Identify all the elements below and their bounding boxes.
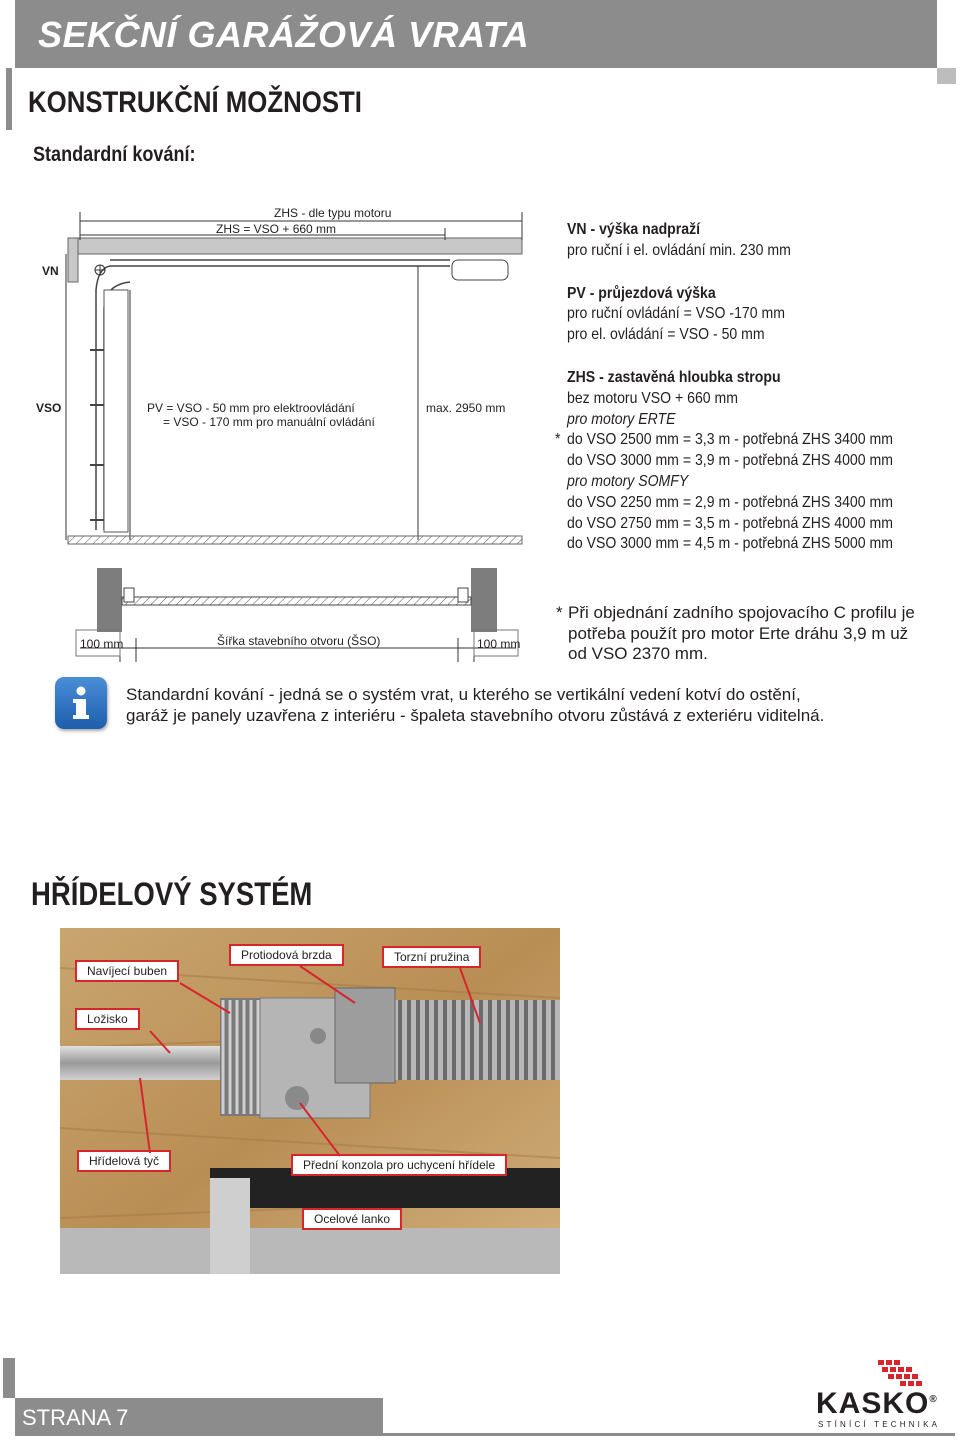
logo-registered: ® [929,1394,938,1405]
spec-erte-1: do VSO 2500 mm = 3,3 m - potřebná ZHS 3400 mm [567,431,893,449]
spec-somfy-1: do VSO 2250 mm = 2,9 m - potřebná ZHS 3400 mm [567,493,893,511]
shaft-system-photo [60,928,560,1274]
door-leaf [104,290,128,532]
spec-zhs-title: ZHS - zastavěná hloubka stropu [567,368,781,386]
note-line3: od VSO 2370 mm. [568,644,708,663]
spec-pv-text1: pro ruční ovládání = VSO -170 mm [567,305,785,323]
spec-zhs-text: bez motoru VSO + 660 mm [567,389,738,407]
diagram-zhs-motor-label: ZHS - dle typu motoru [274,206,392,220]
spec-somfy-2: do VSO 2750 mm = 3,5 m - potřebná ZHS 4000 mm [567,514,893,532]
spec-pv-text2: pro el. ovládání = VSO - 50 mm [567,326,765,344]
info-icon [55,677,107,729]
kasko-logo-mark [870,1360,932,1390]
callout-cable: Ocelové lanko [302,1208,402,1230]
shaft-section-title: HŘÍDELOVÝ SYSTÉM [31,876,313,912]
info-line1: Standardní kování - jedná se o systém vrat, u kterého se vertikální vedení kotví do ostění, [126,685,801,704]
spec-somfy-title: pro motory SOMFY [567,472,689,490]
kasko-logo-word [816,1387,938,1421]
callout-brake: Protiodová brzda [229,944,344,966]
diagram-max-label: max. 2950 mm [426,401,506,415]
logo-name: KASKO [816,1387,930,1420]
diagram-width-left-label: 100 mm [80,637,124,651]
footer-accent-bar [3,1358,15,1398]
order-note [556,603,956,665]
spec-erte-2: do VSO 3000 mm = 3,9 m - potřebná ZHS 4000 mm [567,452,893,470]
logo-tagline: STÍNÍCÍ TECHNIKA [818,1420,941,1429]
info-text [126,684,824,726]
floor-slab [68,536,522,544]
callout-shaft: Hřídelová tyč [77,1150,171,1172]
diagram-pv-line2: = VSO - 170 mm pro manuální ovládání [163,415,375,429]
left-accent-bar [6,68,12,130]
spec-erte-title: pro motory ERTE [567,410,676,428]
diagram-width-right-label: 100 mm [477,637,521,651]
door-plan [122,597,471,605]
diagram-zhs-formula-label: ZHS = VSO + 660 mm [216,222,337,236]
ceiling-slab [68,238,522,254]
note-line2: potřeba použít pro motor Erte dráhu 3,9 m už [568,623,909,643]
note-star: * [556,603,563,622]
diagram-pv-line1: PV = VSO - 50 mm pro elektroovládání [147,401,355,415]
garage-door-diagram [0,190,540,670]
page-number: STRANA 7 [22,1405,129,1430]
callout-bearing: Ložisko [75,1008,140,1030]
diagram-width-label: Šířka stavebního otvoru (ŠSO) [217,634,381,648]
right-jamb [471,568,497,632]
callout-spring: Torzní pružina [382,946,481,968]
footer-line [383,1433,955,1436]
spec-somfy-3: do VSO 3000 mm = 4,5 m - potřebná ZHS 5000 mm [567,535,893,553]
diagram-vso-label: VSO [36,401,62,415]
motor-unit [452,260,508,280]
callout-bracket: Přední konzola pro uchycení hřídele [291,1154,507,1176]
page-header-title: SEKČNÍ GARÁŽOVÁ VRATA [38,14,530,55]
diagram-vn-label: VN [42,264,59,278]
section-title: KONSTRUKČNÍ MOŽNOSTI [28,86,362,119]
spec-star: * [555,431,561,449]
note-line1: Při objednání zadního spojovacího C profilu je [568,603,915,622]
callout-drum: Navíjecí buben [75,960,179,982]
header-corner-decoration [937,68,956,84]
section-subtitle: Standardní kování: [33,143,196,166]
lintel-wall [68,238,78,282]
spec-vn-title: VN - výška nadpraží [567,221,701,238]
specs-block [555,220,959,555]
info-line2: garáž je panely uzavřena z interiéru - špaleta stavebního otvoru zůstává z exteriéru viditelná. [126,706,825,725]
spec-pv-title: PV - průjezdová výška [567,284,716,302]
callout-leaders [60,928,560,1274]
spec-vn-text: pro ruční i el. ovládání min. 230 mm [567,241,791,259]
left-jamb [97,568,122,632]
